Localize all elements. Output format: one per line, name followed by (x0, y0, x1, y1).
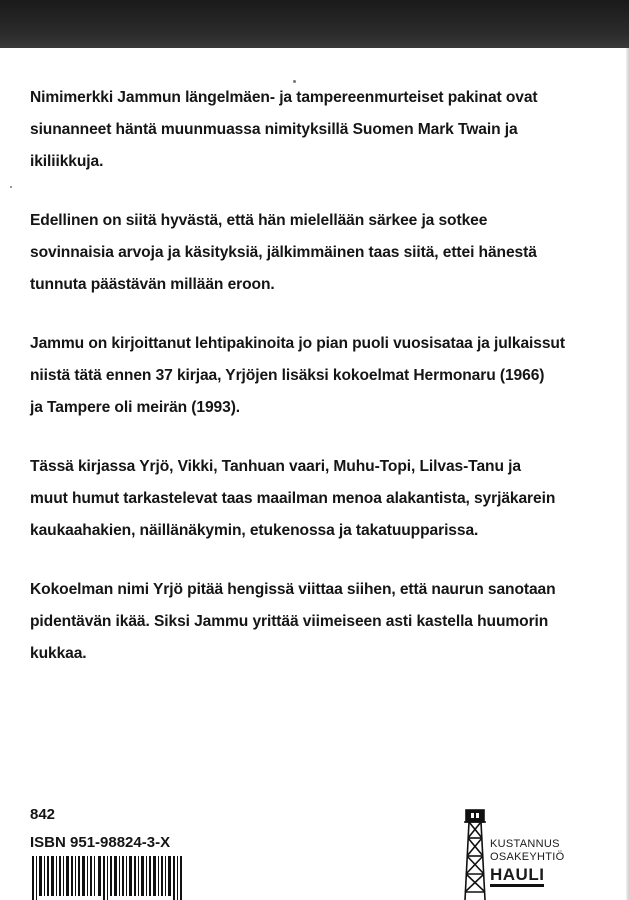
blurb-line: kukkaa. (30, 645, 87, 662)
publisher-brand: HAULI (490, 866, 544, 887)
blurb-line: niistä tätä ennen 37 kirjaa, Yrjöjen lisäksi kokoelmat Hermonaru (1966) (30, 367, 545, 384)
product-code: 842 (30, 806, 56, 823)
back-cover-blurb (30, 82, 590, 697)
blurb-line: Kokoelman nimi Yrjö pitää hengissä viittaa siihen, että naurun sanotaan (30, 581, 556, 598)
blurb-line: sovinnaisia arvoja ja käsityksiä, jälkimmäinen taas siitä, ettei hänestä (30, 244, 537, 261)
publisher-name (490, 838, 565, 887)
blurb-line: tunnuta päästävän millään eroon. (30, 276, 275, 293)
blurb-paragraph (30, 205, 590, 301)
blurb-paragraph (30, 451, 590, 547)
publisher-logo (460, 808, 580, 900)
blurb-line: ikiliikkuja. (30, 153, 104, 170)
blurb-paragraph (30, 574, 590, 670)
blurb-line: muut humut tarkastelevat taas maailman menoa alakantista, syrjäkarein (30, 490, 556, 507)
watchtower-icon (460, 808, 490, 900)
blurb-line: Tässä kirjassa Yrjö, Vikki, Tanhuan vaari, Muhu-Topi, Lilvas-Tanu ja (30, 458, 521, 475)
blurb-paragraph (30, 328, 590, 424)
blurb-line: Edellinen on siitä hyvästä, että hän mielellään särkee ja sotkee (30, 212, 488, 229)
blurb-paragraph (30, 82, 590, 178)
cover-top-band (0, 0, 629, 48)
publisher-line: KUSTANNUS (490, 838, 560, 850)
blurb-line: Nimimerkki Jammun längelmäen- ja tampereenmurteiset pakinat ovat (30, 89, 538, 106)
blurb-line: Jammu on kirjoittanut lehtipakinoita jo pian puoli vuosisataa ja julkaissut (30, 335, 565, 352)
publisher-line: OSAKEYHTIÖ (490, 851, 565, 863)
print-speck (10, 186, 12, 188)
barcode-icon (32, 856, 182, 900)
blurb-line: pidentävän ikää. Siksi Jammu yrittää viimeiseen asti kastella huumorin (30, 613, 549, 630)
blurb-line: kaukaahakien, näillänäkymin, etukenossa ja takatuupparissa. (30, 522, 479, 539)
isbn-number: ISBN 951-98824-3-X (30, 834, 171, 851)
blurb-line: siunanneet häntä muunmuassa nimityksillä Suomen Mark Twain ja (30, 121, 518, 138)
blurb-line: ja Tampere oli meirän (1993). (30, 399, 241, 416)
